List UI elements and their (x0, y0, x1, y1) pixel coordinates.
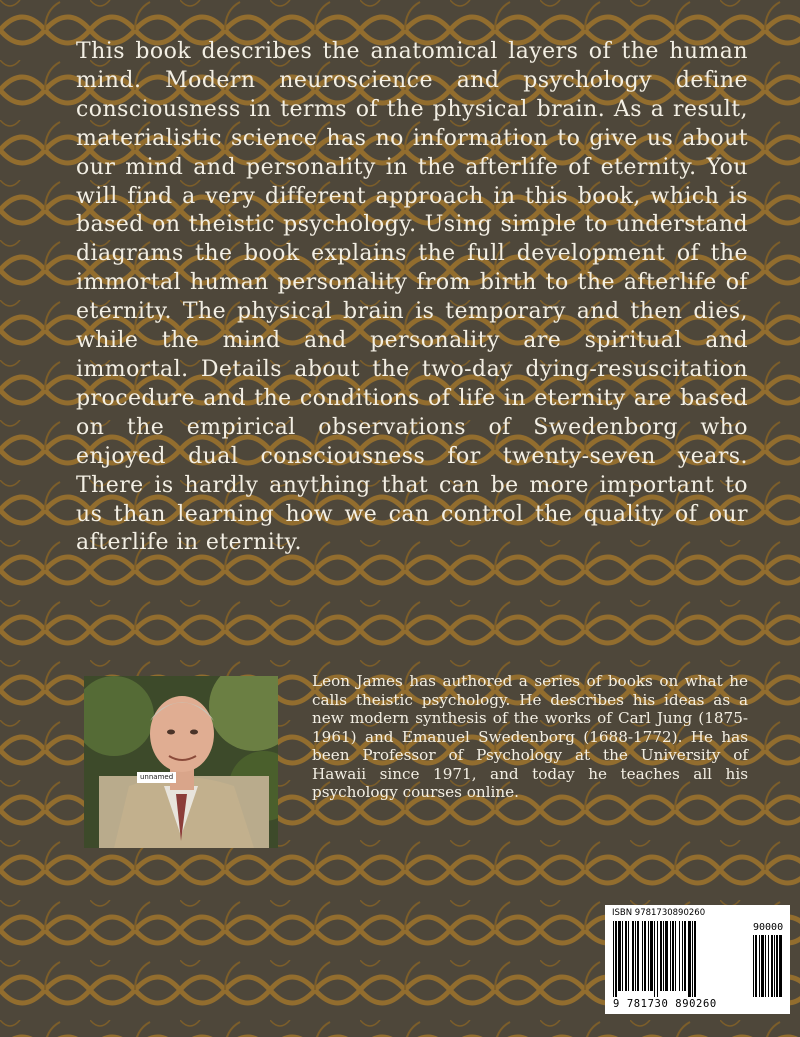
barcode-bar (672, 921, 674, 991)
barcode-bar (684, 921, 686, 991)
barcode-bar (618, 921, 621, 991)
addon-bar (779, 935, 782, 997)
barcode-bar (648, 921, 649, 991)
barcode-bar (665, 921, 668, 991)
barcode-bar (642, 921, 643, 991)
barcode-bar (694, 921, 696, 997)
price-code: 90000 (753, 922, 784, 933)
barcode-bar (675, 921, 676, 991)
addon-bar (755, 935, 757, 997)
addon-bar (759, 935, 760, 997)
barcode-bar (615, 921, 617, 997)
barcode-bar (632, 921, 634, 991)
author-bio: Leon James has authored a series of books on what he calls theistic psychology. He describes his ideas as a new modern synthesis of the works of Carl Jung (1875-1961) and Emanuel Swedenborg (1688-1772). He has been Professor of Psychology at the University of Hawaii since 1971, and today he teaches all his psychology courses online. (312, 672, 748, 801)
addon-bar (765, 935, 766, 997)
barcode-bar (692, 921, 693, 997)
barcode-bar (613, 921, 614, 997)
barcode-digits: 9 781730 890260 (613, 998, 717, 1010)
book-description: This book describes the anatomical layers of the human mind. Modern neuroscience and psychology define consciousness in terms of the physical brain. As a result, materialistic science has no information to give us about our mind and personality in the afterlife of eternity. You will find a very different approach in this book, which is based on theistic psychology. Using simple to understand diagrams the book explains the full development of the immortal human personality from birth to the afterlife of eternity. The physical brain is temporary and then dies, while the mind and personality are spiritual and immortal. Details about the two-day dying-resuscitation procedure and the conditions of life in eternity are based on the empirical observations of Swedenborg who enjoyed dual consciousness for twenty-seven years. There is hardly anything that can be more important to us than learning how we can control the quality of our afterlife in eternity. (76, 39, 748, 556)
author-photo (84, 676, 278, 848)
barcode-bar (644, 921, 646, 991)
addon-bar (776, 935, 778, 997)
barcode-bar (650, 921, 653, 991)
barcode-bar (637, 921, 639, 991)
barcode-bar (628, 921, 629, 991)
barcode-bar (663, 921, 664, 991)
barcode-bar (625, 921, 627, 991)
isbn-label: ISBN 9781730890260 (612, 908, 706, 918)
barcode-bar (654, 921, 655, 997)
barcode-bar (622, 921, 623, 991)
addon-bar (753, 935, 754, 997)
addon-bar (771, 935, 773, 997)
barcode-bar (682, 921, 683, 991)
addon-bar (768, 935, 769, 997)
barcode-bar (657, 921, 658, 997)
barcode-bar (635, 921, 636, 991)
barcode-bar (660, 921, 662, 991)
barcode-bar (670, 921, 671, 991)
isbn-barcode (605, 905, 790, 1014)
photo-caption: unnamed (137, 772, 176, 783)
barcode-bar (688, 921, 691, 997)
addon-bar (774, 935, 775, 997)
barcode-bar (679, 921, 680, 991)
addon-bar (761, 935, 764, 997)
